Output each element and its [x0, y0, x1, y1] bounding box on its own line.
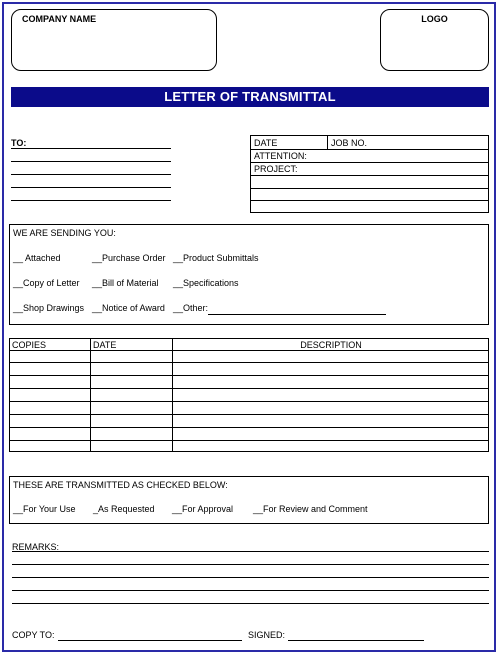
to-line-3[interactable]: [11, 174, 171, 175]
table-row[interactable]: [10, 375, 488, 376]
attention-field-label: ATTENTION:: [254, 151, 307, 161]
info-box: [250, 135, 489, 213]
option-for-your-use[interactable]: __For Your Use: [13, 504, 76, 514]
transmitted-heading: THESE ARE TRANSMITTED AS CHECKED BELOW:: [13, 480, 228, 490]
remarks-line-5[interactable]: [12, 603, 489, 604]
col-header-copies: COPIES: [12, 340, 47, 350]
option-notice-of-award[interactable]: __Notice of Award: [92, 303, 165, 313]
copy-to-label: COPY TO:: [12, 630, 55, 640]
to-line-1[interactable]: [11, 148, 171, 149]
remarks-line-3[interactable]: [12, 577, 489, 578]
transmitted-section: [9, 476, 489, 524]
option-for-review-and-comment[interactable]: __For Review and Comment: [253, 504, 368, 514]
to-label: TO:: [11, 138, 27, 148]
col-header-description: DESCRIPTION: [300, 340, 362, 350]
to-line-2[interactable]: [11, 161, 171, 162]
logo-label: LOGO: [421, 14, 448, 24]
option-as-requested[interactable]: _As Requested: [93, 504, 155, 514]
table-row[interactable]: [10, 427, 488, 428]
col-header-date: DATE: [93, 340, 117, 350]
project-field-label: PROJECT:: [254, 164, 298, 174]
sending-heading: WE ARE SENDING YOU:: [13, 228, 116, 238]
date-field-label: DATE: [254, 138, 278, 148]
table-row[interactable]: [10, 388, 488, 389]
remarks-line-4[interactable]: [12, 590, 489, 591]
option-purchase-order[interactable]: __Purchase Order: [92, 253, 166, 263]
to-line-4[interactable]: [11, 187, 171, 188]
option-for-approval[interactable]: __For Approval: [172, 504, 234, 514]
logo-box[interactable]: [380, 9, 489, 71]
remarks-line-2[interactable]: [12, 564, 489, 565]
company-name-box[interactable]: [11, 9, 217, 71]
table-row[interactable]: [10, 414, 488, 415]
copy-to-line[interactable]: [58, 640, 242, 641]
page-title: LETTER OF TRANSMITTAL: [11, 87, 489, 107]
job-no-field-label: JOB NO.: [331, 138, 368, 148]
table-row[interactable]: [10, 362, 488, 363]
company-name-label: COMPANY NAME: [22, 14, 97, 24]
option-attached[interactable]: __ Attached: [13, 253, 61, 263]
option-other[interactable]: __Other:: [173, 303, 209, 313]
option-bill-of-material[interactable]: __Bill of Material: [92, 278, 159, 288]
other-input-line[interactable]: [208, 314, 386, 315]
signed-line[interactable]: [288, 640, 424, 641]
remarks-line-1[interactable]: [12, 551, 489, 552]
option-copy-of-letter[interactable]: __Copy of Letter: [13, 278, 80, 288]
items-table: [9, 338, 489, 452]
option-shop-drawings[interactable]: __Shop Drawings: [13, 303, 85, 313]
table-row[interactable]: [10, 440, 488, 441]
option-specifications[interactable]: __Specifications: [173, 278, 239, 288]
sending-section: [9, 224, 489, 325]
option-product-submittals[interactable]: __Product Submittals: [173, 253, 259, 263]
to-line-5[interactable]: [11, 200, 171, 201]
remarks-label: REMARKS:: [12, 542, 60, 552]
signed-label: SIGNED:: [248, 630, 286, 640]
table-row[interactable]: [10, 401, 488, 402]
